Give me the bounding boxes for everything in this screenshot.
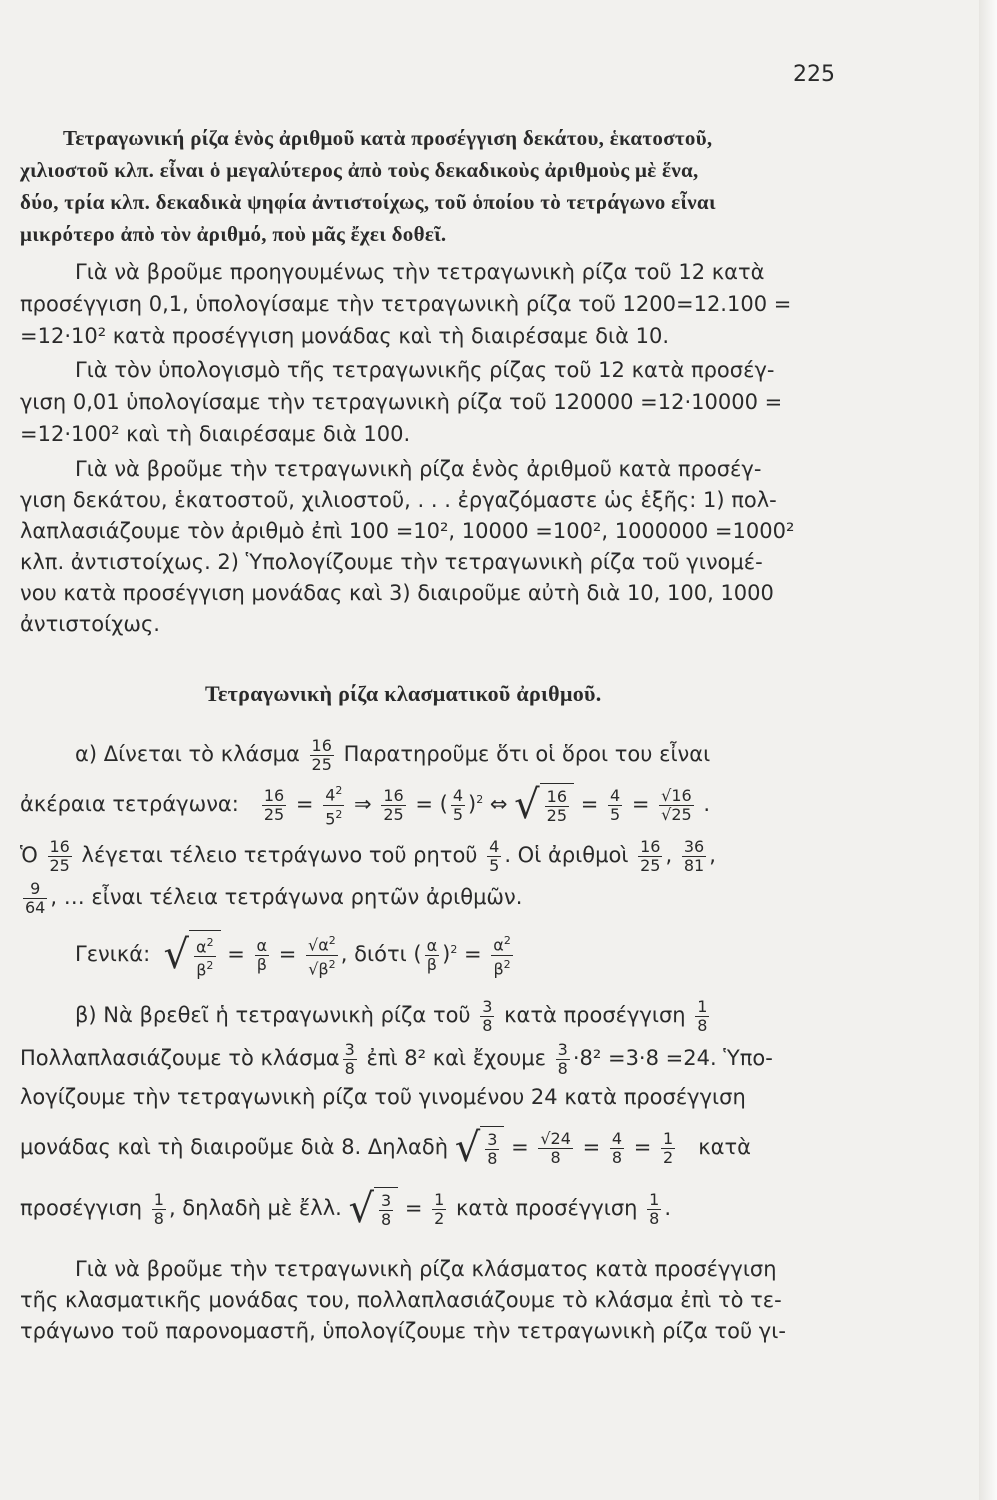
math-line: α) Δίνεται τὸ κλάσμα $\frac{16}{25}$ Παρατηροῦμε ὅτι οἱ ὅροι του εἶναι bbox=[75, 735, 711, 774]
text-line: κλπ. ἀντιστοίχως. 2) Ὑπολογίζουμε τὴν τετραγωνικὴ ρίζα τοῦ γινομέ- bbox=[20, 550, 763, 574]
text-line: γιση δεκάτου, ἑκατοστοῦ, χιλιοστοῦ, . . . ἐργαζόμαστε ὡς ἑξῆς: 1) πολ- bbox=[20, 488, 777, 512]
text-line: Γιὰ τὸν ὑπολογισμὸ τῆς τετραγωνικῆς ρίζας τοῦ 12 κατὰ προσέγ- bbox=[75, 358, 775, 382]
math-line: β) Νὰ βρεθεῖ ἡ τετραγωνικὴ ρίζα τοῦ $\frac{3}{8}$ κατὰ προσέγγιση $\frac{1}{8}$ bbox=[75, 996, 708, 1035]
section-title: Τετραγωνικὴ ρίζα κλασματικοῦ ἀριθμοῦ. bbox=[205, 681, 602, 706]
text-line: Γιὰ νὰ βροῦμε προηγουμένως τὴν τετραγωνικὴ ρίζα τοῦ 12 κατὰ bbox=[75, 260, 765, 284]
text-line: Γιὰ νὰ βροῦμε τὴν τετραγωνικὴ ρίζα ἑνὸς ἀριθμοῦ κατὰ προσέγ- bbox=[75, 457, 762, 481]
math-line: $\frac{9}{64}$ , … εἶναι τέλεια τετράγωνα ρητῶν ἀριθμῶν. bbox=[25, 878, 523, 917]
math-line: Πολλαπλασιάζουμε τὸ κλάσμα $\frac{3}{8}$ ἐπὶ 8² καὶ ἔχουμε $\frac{3}{8}$ ·8² =3·8 =24. Ὑπο- bbox=[20, 1039, 773, 1078]
text-line: λαπλασιάζουμε τὸν ἀριθμὸ ἐπὶ 100 =10², 10000 =100², 1000000 =1000² bbox=[20, 519, 795, 543]
text-line: νου κατὰ προσέγγιση μονάδας καὶ 3) διαιροῦμε αὐτὴ διὰ 10, 100, 1000 bbox=[20, 581, 774, 605]
text-line: προσέγγιση 0,1, ὑπολογίσαμε τὴν τετραγωνικὴ ρίζα τοῦ 1200=12.100 = bbox=[20, 292, 792, 316]
math-line: Ὁ $\frac{16}{25}$ λέγεται τέλειο τετράγωνο τοῦ ρητοῦ $\frac{4}{5}$ . Οἱ ἀριθμοὶ $\frac{16}{25}$ , $\frac{36}{81}$ , bbox=[20, 836, 716, 875]
page-edge-shadow bbox=[979, 0, 997, 1500]
math-line: μονάδας καὶ τὴ διαιροῦμε διὰ 8. Δηλαδὴ √ $\frac{3}{8}$ = $\frac{√24}{8}$ = $\frac{4}{8}$ = $\frac{1}{2}$ κατὰ bbox=[20, 1125, 751, 1171]
page-number: 225 bbox=[793, 62, 835, 87]
text-line: τράγωνο τοῦ παρονομαστῆ, ὑπολογίζουμε τὴν τετραγωνικὴ ρίζα τοῦ γι- bbox=[20, 1319, 786, 1343]
text-line: ἀντιστοίχως. bbox=[20, 612, 160, 636]
text-line: Γιὰ νὰ βροῦμε τὴν τετραγωνικὴ ρίζα κλάσματος κατὰ προσέγγιση bbox=[75, 1257, 777, 1281]
heading-line: δύο, τρία κλπ. δεκαδικὰ ψηφία ἀντιστοίχως, τοῦ ὁποίου τὸ τετράγωνο εἶναι bbox=[20, 190, 716, 214]
text-line: =12·100² καὶ τὴ διαιρέσαμε διὰ 100. bbox=[20, 422, 411, 446]
text-line: γιση 0,01 ὑπολογίσαμε τὴν τετραγωνικὴ ρίζα τοῦ 120000 =12·10000 = bbox=[20, 390, 783, 414]
heading-line: Τετραγωνική ρίζα ἑνὸς ἀριθμοῦ κατὰ προσέγγιση δεκάτου, ἑκατοστοῦ, bbox=[63, 126, 713, 150]
text-line: =12·10² κατὰ προσέγγιση μονάδας καὶ τὴ διαιρέσαμε διὰ 10. bbox=[20, 324, 670, 348]
text-line: λογίζουμε τὴν τετραγωνικὴ ρίζα τοῦ γινομένου 24 κατὰ προσέγγιση bbox=[20, 1085, 746, 1109]
math-line: προσέγγιση $\frac{1}{8}$ , δηλαδὴ μὲ ἔλλ. √ $\frac{3}{8}$ = $\frac{1}{2}$ κατὰ προσέγγιση $\frac{1}{8}$ . bbox=[20, 1186, 672, 1232]
math-line: ἀκέραια τετράγωνα: $\frac{16}{25}$ = $\frac{4^2}{5^2}$ ⇒ $\frac{16}{25}$ = ( $\frac{4}{5}$ )$^2$ ⇔ √ $\frac{16}{25}$ = $\frac{4}{5}$ = $\frac{√16}{√25}$ . bbox=[20, 782, 711, 828]
text-line: τῆς κλασματικῆς μονάδας του, πολλαπλασιάζουμε τὸ κλάσμα ἐπὶ τὸ τε- bbox=[20, 1288, 782, 1312]
math-line: Γενικά: √ $\frac{\alpha^2}{\beta^2}$ = $\frac{\alpha}{\beta}$ = $\frac{√\alpha^2}{√\beta^2}$ , διότι ( $\frac{\alpha}{\beta}$ )$^2$ = $\frac{\alpha^2}{\beta^2}$ bbox=[75, 925, 516, 981]
heading-line: μικρότερο ἀπὸ τὸν ἀριθμό, ποὺ μᾶς ἔχει δοθεῖ. bbox=[20, 222, 447, 246]
heading-line: χιλιοστοῦ κλπ. εἶναι ὁ μεγαλύτερος ἀπὸ τοὺς δεκαδικοὺς ἀριθμοὺς μὲ ἕνα, bbox=[20, 158, 699, 182]
